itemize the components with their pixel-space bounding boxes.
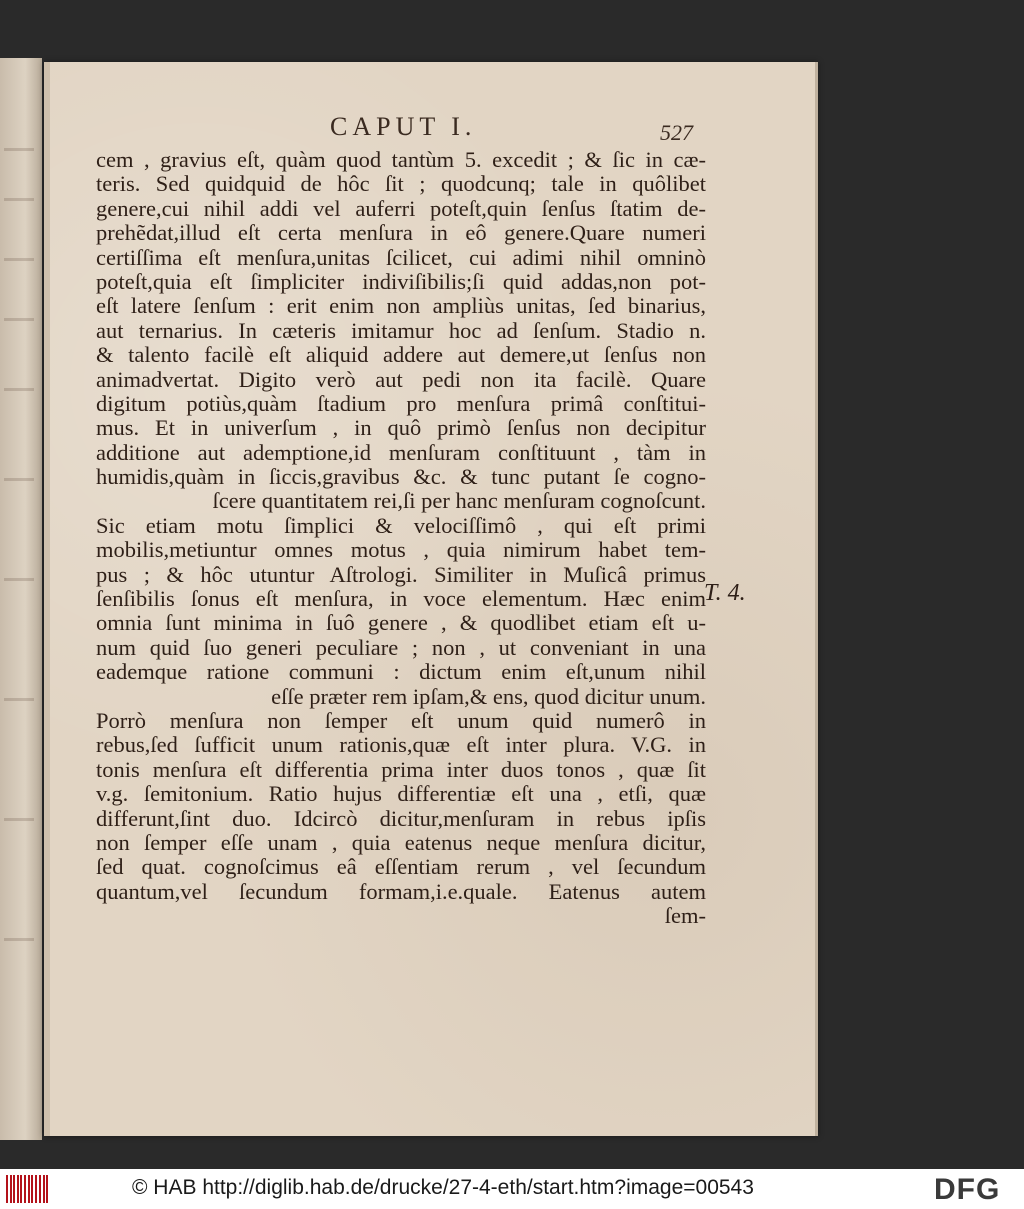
text-line: ſem- [664,904,706,929]
text-line: ſcere quantitatem rei,ſi per hanc menſuram cognoſcunt. [212,489,706,514]
text-line: non ſemper eſſe unam , quia eatenus neque menſura dicitur, [96,830,706,855]
margin-note: T. 4. [704,580,746,606]
dfg-logo[interactable]: DFG [934,1173,1001,1206]
text-line: num quid ſuo generi peculiare ; non , ut conveniant in una [96,635,706,660]
text-line: tonis menſura eſt differentia prima inter duos tonos , quæ ſit [96,757,706,782]
text-line: differunt,ſint duo. Idcircò dicitur,menſuram in rebus ipſis [96,806,706,831]
text-line: omnia ſunt minima in ſuô genere , & quodlibet etiam eſt u- [96,611,706,636]
text-line: genere,cui nihil addi vel auferri poteſt,quin ſenſus ſtatim de- [96,196,706,221]
text-line: rebus,ſed ſufficit unum rationis,quæ eſt inter plura. V.G. in [96,733,706,758]
text-line: prehẽdat,illud eſt certa menſura in eô genere.Quare numeri [96,221,706,246]
text-line: Sic etiam motu ſimplici & velociſſimô , qui eſt primi [96,513,706,538]
footer-copyright-link[interactable]: © HAB http://diglib.hab.de/drucke/27-4-eth/start.htm?image=00543 [132,1176,754,1199]
text-line: eſt latere ſenſum : erit enim non ampliùs unitas, ſed binarius, [96,294,706,319]
footer-bar [0,1169,1024,1209]
text-line: cem , gravius eſt, quàm quod tantùm 5. excedit ; & ſic in cæ- [96,148,706,172]
left-page-edge [0,58,42,1140]
text-line: certiſſima eſt menſura,unitas ſcilicet, cui adimi nihil omninò [96,245,706,270]
text-line: digitum potiùs,quàm ſtadium pro menſura primâ conſtitui- [96,391,706,416]
text-line: Porrò menſura non ſemper eſt unum quid numerô in [96,708,706,733]
text-line: teris. Sed quidquid de hôc ſit ; quodcunq; tale in quôlibet [96,172,706,197]
text-line: poteſt,quia eſt ſimpliciter indiviſibilis;ſi quid addas,non pot- [96,269,706,294]
text-line: ſenſibilis ſonus eſt menſura, in voce elementum. Hæc enim [96,587,706,612]
text-line: additione aut ademptione,id menſuram conſtituunt , tàm in [96,440,706,465]
text-line: mus. Et in univerſum , in quô primò ſenſus non decipitur [96,416,706,441]
page-gutter [44,62,50,1136]
text-line: animadvertat. Digito verò aut pedi non ita facilè. Quare [96,367,706,392]
text-line: humidis,quàm in ſiccis,gravibus &c. & tunc putant ſe cogno- [96,465,706,490]
text-line: eademque ratione communi : dictum enim eſt,unum nihil [96,660,706,685]
text-line: mobilis,metiuntur omnes motus , quia nimirum habet tem- [96,538,706,563]
hab-logo-icon[interactable] [6,1175,50,1203]
running-head: CAPUT I. [330,112,477,141]
text-line: aut ternarius. In cæteris imitamur hoc ad ſenſum. Stadio n. [96,318,706,343]
text-line: v.g. ſemitonium. Ratio hujus differentiæ eſt una , etſi, quæ [96,782,706,807]
text-line: ſed quat. cognoſcimus eâ eſſentiam rerum , vel ſecundum [96,855,706,880]
text-line: pus ; & hôc utuntur Aſtrologi. Similiter in Muſicâ primus [96,562,706,587]
text-line: quantum,vel ſecundum formam,i.e.quale. Eatenus autem [96,879,706,904]
text-line: eſſe præter rem ipſam,& ens, quod dicitur unum. [271,684,706,709]
body-text [96,148,706,929]
text-line: & talento facilè eſt aliquid addere aut demere,ut ſenſus non [96,343,706,368]
page-number: 527 [660,120,693,145]
